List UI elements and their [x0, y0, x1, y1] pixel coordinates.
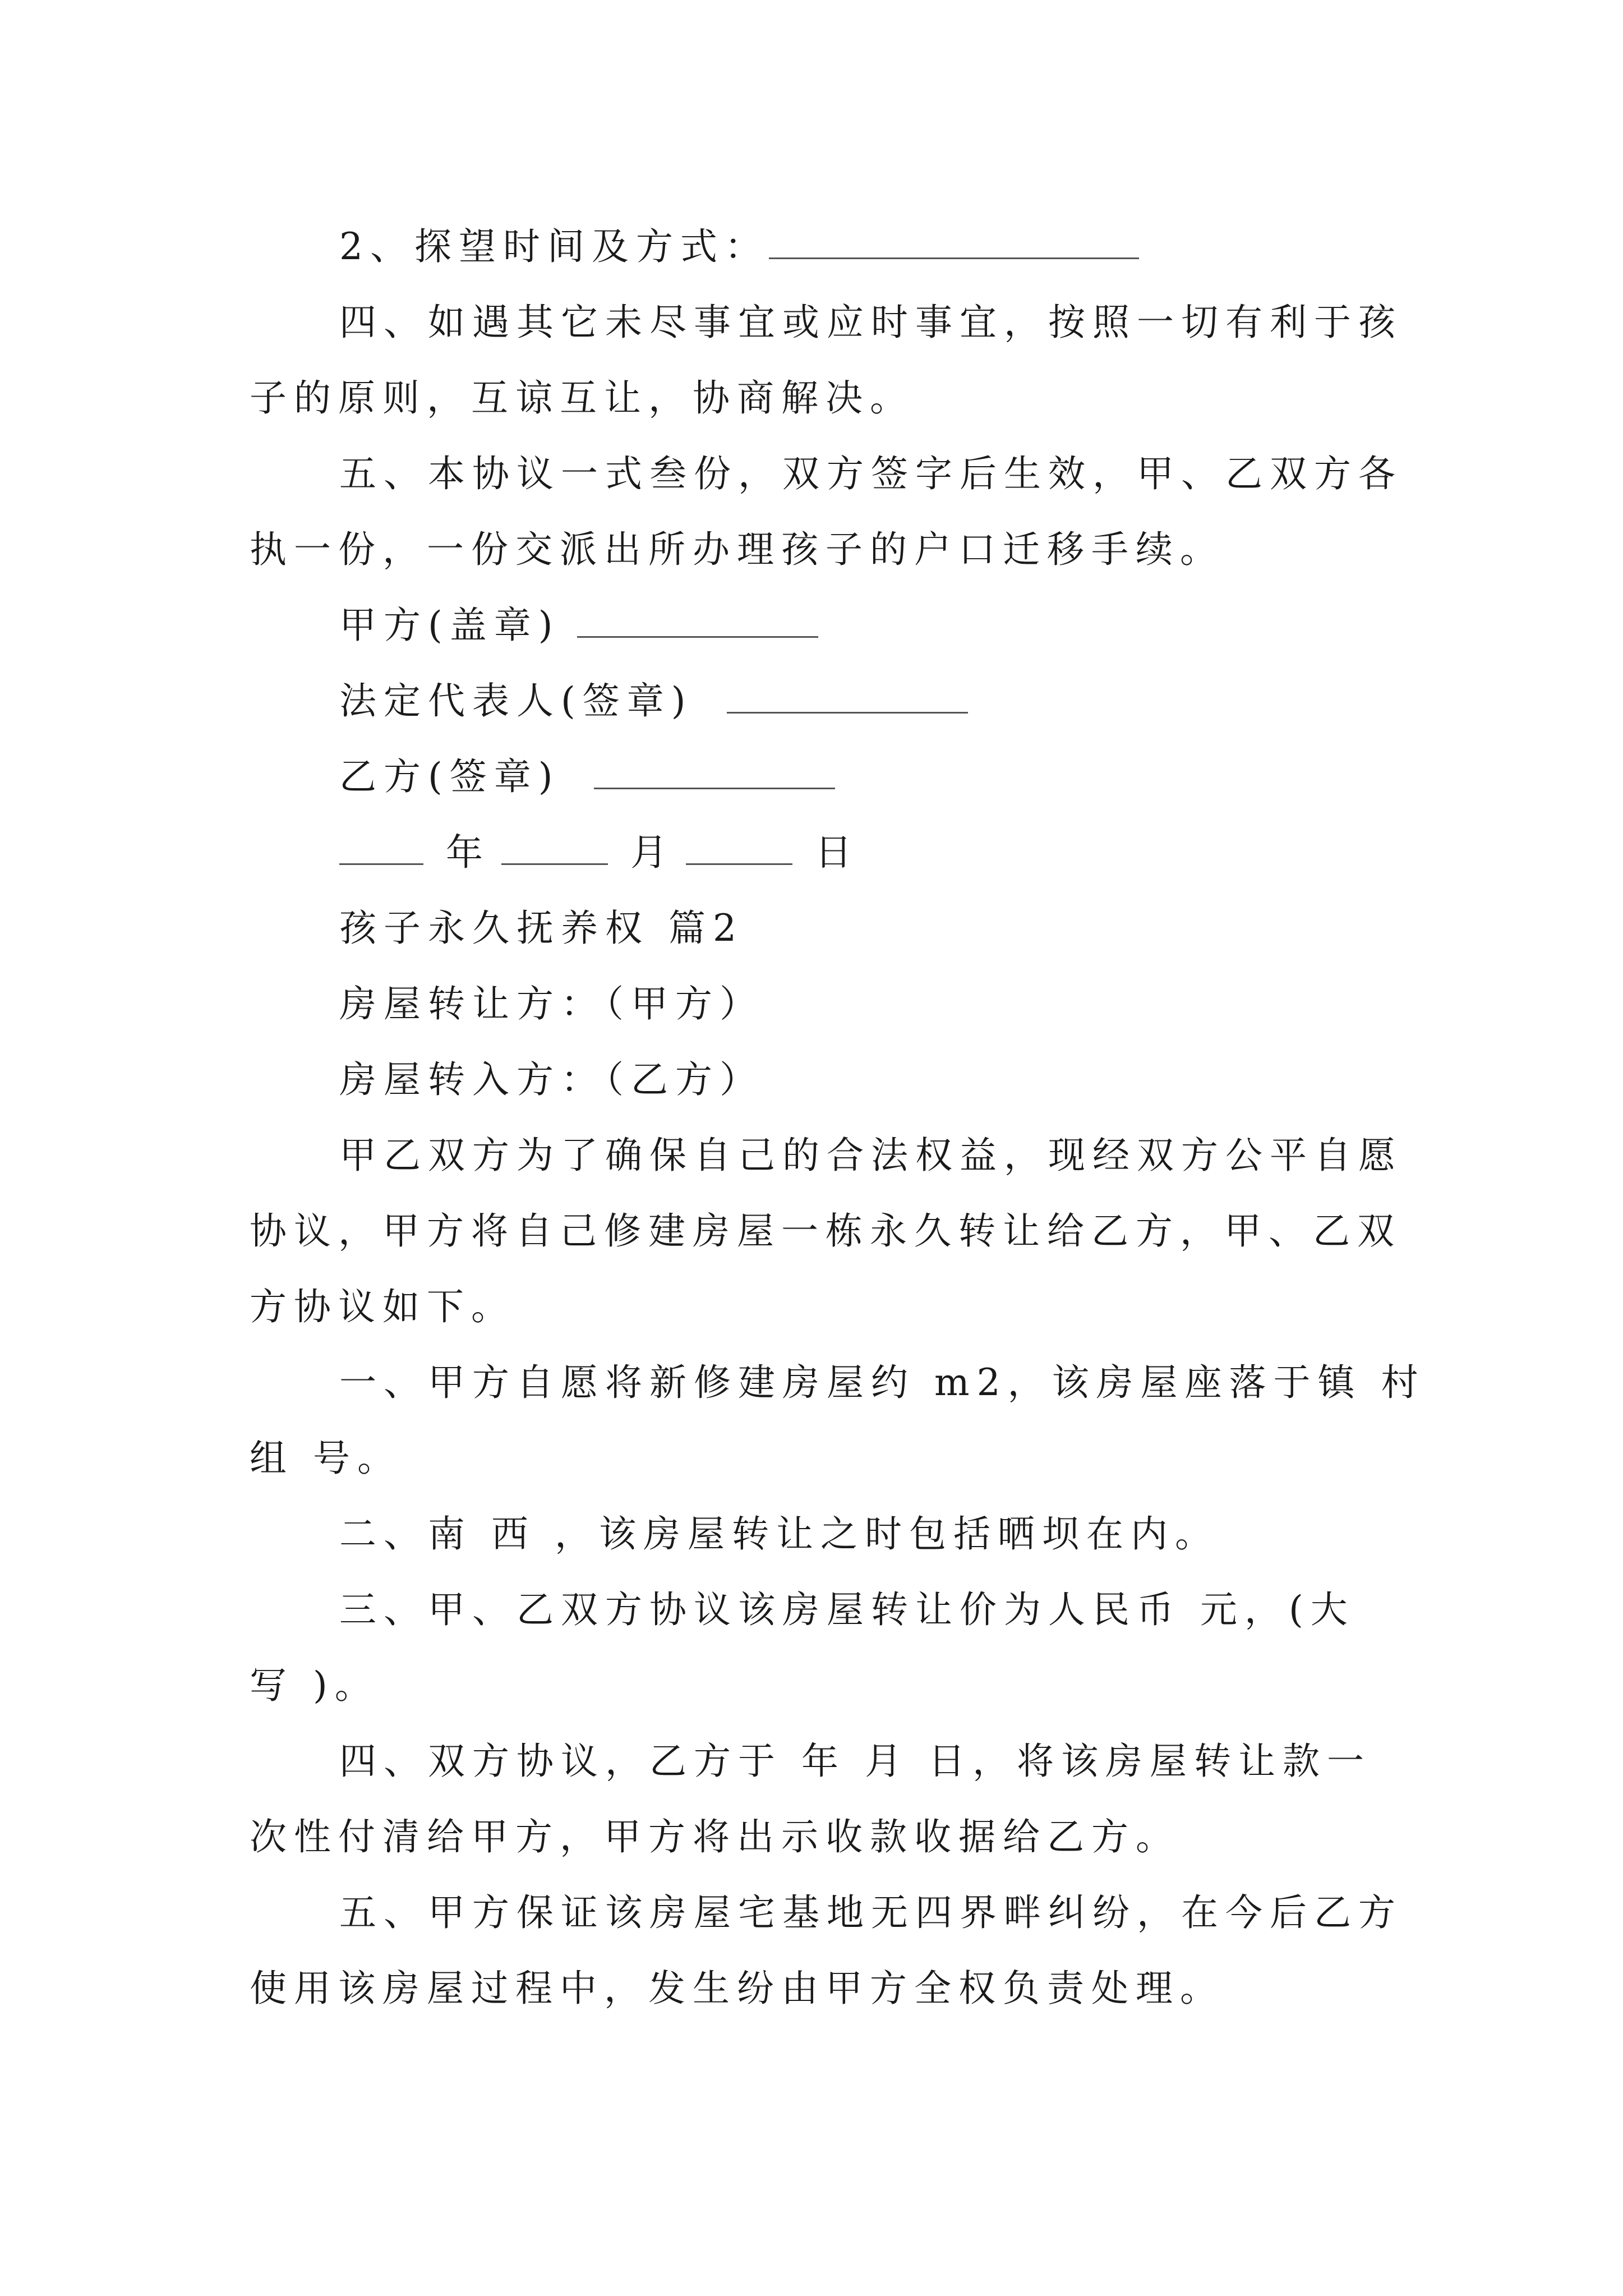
clause1-line2: 组 号。: [250, 1437, 402, 1480]
visit-time-label: 2、探望时间及方式：: [339, 225, 769, 268]
para5-line2: 执一份，一份交派出所办理孩子的户口迁移手续。: [250, 528, 1224, 571]
date-line: [339, 827, 1472, 878]
legal-rep-line: [339, 676, 1472, 726]
date-day: 日: [815, 831, 859, 874]
date-month: 月: [630, 831, 675, 874]
intro-line1: 甲乙双方为了确保自己的合法权益，现经双方公平自愿: [339, 1134, 1403, 1177]
clause4-line2: 次性付清给甲方，甲方将出示收款收据给乙方。: [250, 1815, 1180, 1858]
intro-line3: 方协议如下。: [250, 1285, 515, 1328]
party-a-seal-line: [339, 600, 1472, 651]
legal-rep-blank: [727, 677, 968, 714]
month-blank: [501, 829, 608, 865]
clause3-line2: 写 )。: [250, 1664, 379, 1707]
date-year: 年: [446, 831, 490, 874]
clause3-line1: 三、甲、乙双方协议该房屋转让价为人民币 元，(大: [339, 1588, 1355, 1631]
party-b-sign-blank: [594, 753, 835, 789]
clause4-line1: 四、双方协议，乙方于 年 月 日，将该房屋转让款一: [339, 1740, 1371, 1783]
clause1-line1: 一、甲方自愿将新修建房屋约 m2，该房屋座落于镇 村: [339, 1361, 1426, 1404]
party-a-seal-blank: [577, 601, 818, 638]
clause2-line1: 二、南 西 ，该房屋转让之时包括晒坝在内。: [339, 1512, 1219, 1556]
party-b-sign-line: [339, 752, 1472, 802]
transferee-line: 房屋转入方：（乙方）: [339, 1058, 764, 1101]
visit-time-line: [339, 222, 1472, 272]
para5-line1: 五、本协议一式叁份，双方签字后生效，甲、乙双方各: [339, 452, 1403, 495]
para4-line1: 四、如遇其它未尽事宜或应时事宜，按照一切有利于孩: [339, 301, 1403, 344]
para4-line2: 子的原则，互谅互让，协商解决。: [250, 376, 914, 420]
transferor-line: 房屋转让方：（甲方）: [339, 982, 764, 1025]
section2-title: 孩子永久抚养权 篇2: [339, 907, 744, 950]
legal-rep-label: 法定代表人(签章): [339, 679, 693, 723]
clause5-line2: 使用该房屋过程中，发生纷由甲方全权负责处理。: [250, 1967, 1224, 2010]
intro-line2: 协议，甲方将自己修建房屋一栋永久转让给乙方，甲、乙双: [250, 1209, 1401, 1253]
clause5-line1: 五、甲方保证该房屋宅基地无四界畔纠纷，在今后乙方: [339, 1891, 1403, 1934]
visit-time-blank: [769, 223, 1139, 259]
day-blank: [686, 829, 792, 865]
party-b-sign-label: 乙方(签章): [339, 755, 560, 798]
party-a-seal-label: 甲方(盖章): [339, 604, 560, 647]
year-blank: [339, 829, 423, 865]
